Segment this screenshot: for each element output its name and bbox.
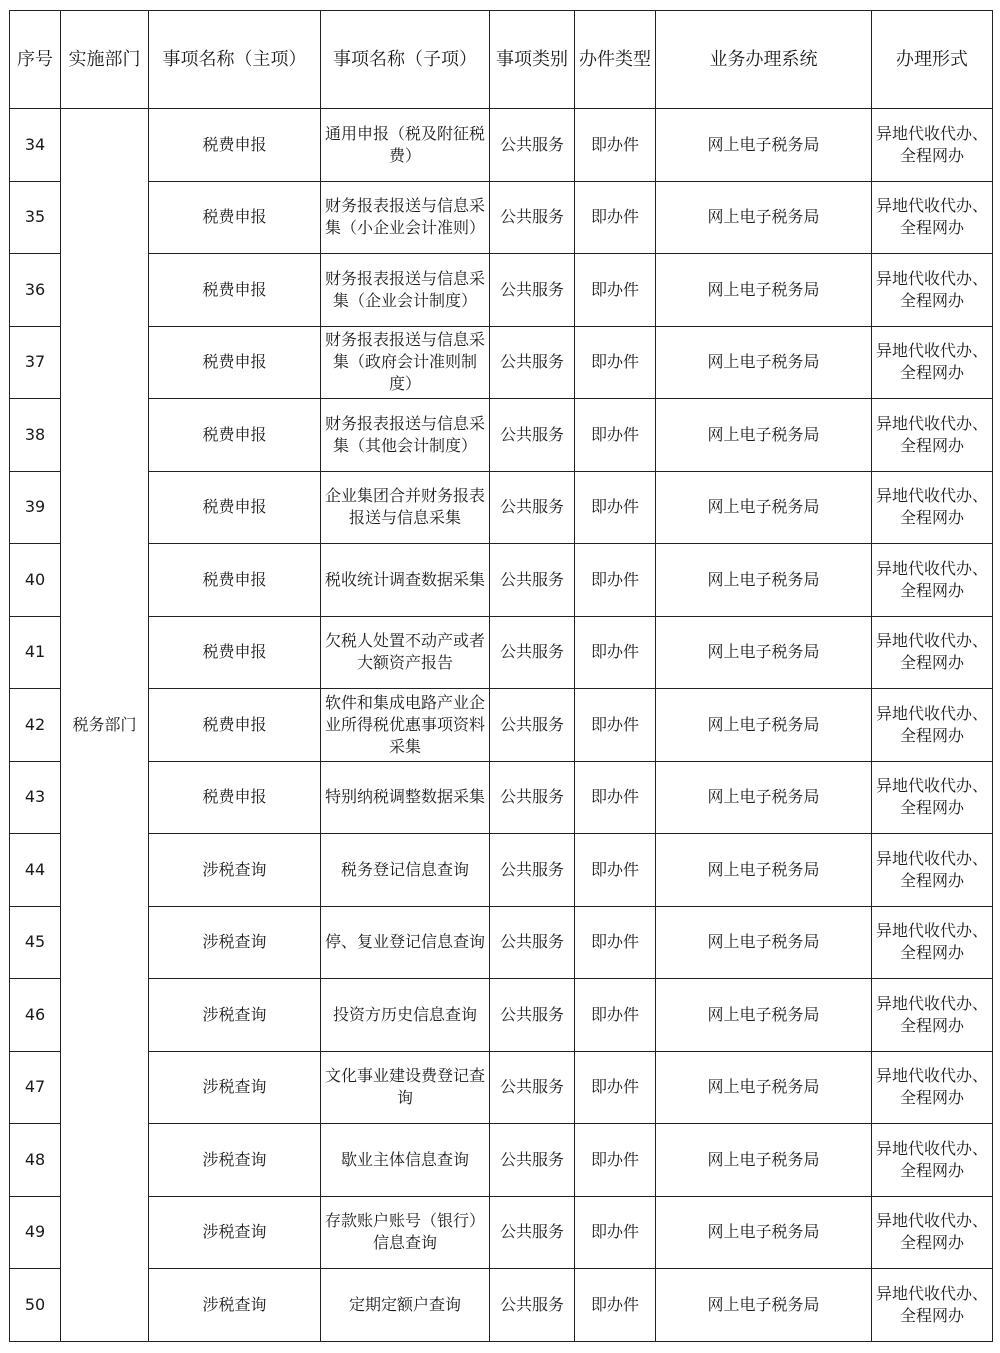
cell-main-item: 税费申报 bbox=[149, 616, 321, 689]
cell-category: 公共服务 bbox=[490, 254, 575, 327]
cell-sub-item: 歇业主体信息查询 bbox=[321, 1124, 490, 1197]
cell-system: 网上电子税务局 bbox=[656, 544, 872, 617]
cell-case-type: 即办件 bbox=[575, 109, 656, 182]
cell-main-item: 涉税查询 bbox=[149, 1051, 321, 1124]
table-row bbox=[10, 906, 993, 979]
cell-handling-form: 异地代收代办、全程网办 bbox=[872, 399, 993, 472]
cell-case-type: 即办件 bbox=[575, 1269, 656, 1342]
cell-main-item: 税费申报 bbox=[149, 544, 321, 617]
cell-sub-item: 企业集团合并财务报表报送与信息采集 bbox=[321, 471, 490, 544]
table-row bbox=[10, 761, 993, 834]
cell-serial: 43 bbox=[10, 761, 61, 834]
cell-main-item: 税费申报 bbox=[149, 399, 321, 472]
cell-system: 网上电子税务局 bbox=[656, 906, 872, 979]
table-row bbox=[10, 1124, 993, 1197]
cell-category: 公共服务 bbox=[490, 471, 575, 544]
cell-case-type: 即办件 bbox=[575, 834, 656, 907]
cell-system: 网上电子税务局 bbox=[656, 399, 872, 472]
cell-category: 公共服务 bbox=[490, 979, 575, 1052]
cell-system: 网上电子税务局 bbox=[656, 979, 872, 1052]
cell-main-item: 税费申报 bbox=[149, 761, 321, 834]
cell-main-item: 涉税查询 bbox=[149, 1196, 321, 1269]
cell-system: 网上电子税务局 bbox=[656, 326, 872, 399]
cell-main-item: 涉税查询 bbox=[149, 1124, 321, 1197]
cell-case-type: 即办件 bbox=[575, 616, 656, 689]
table-row bbox=[10, 181, 993, 254]
cell-case-type: 即办件 bbox=[575, 979, 656, 1052]
cell-category: 公共服务 bbox=[490, 109, 575, 182]
cell-department: 税务部门 bbox=[61, 109, 149, 1342]
cell-category: 公共服务 bbox=[490, 544, 575, 617]
cell-handling-form: 异地代收代办、全程网办 bbox=[872, 181, 993, 254]
cell-handling-form: 异地代收代办、全程网办 bbox=[872, 906, 993, 979]
cell-handling-form: 异地代收代办、全程网办 bbox=[872, 1124, 993, 1197]
cell-category: 公共服务 bbox=[490, 181, 575, 254]
cell-main-item: 税费申报 bbox=[149, 181, 321, 254]
header-department: 实施部门 bbox=[61, 11, 149, 109]
header-handling-form: 办理形式 bbox=[872, 11, 993, 109]
cell-handling-form: 异地代收代办、全程网办 bbox=[872, 616, 993, 689]
cell-case-type: 即办件 bbox=[575, 254, 656, 327]
cell-category: 公共服务 bbox=[490, 1124, 575, 1197]
cell-handling-form: 异地代收代办、全程网办 bbox=[872, 1269, 993, 1342]
cell-sub-item: 存款账户账号（银行）信息查询 bbox=[321, 1196, 490, 1269]
cell-sub-item: 特别纳税调整数据采集 bbox=[321, 761, 490, 834]
cell-system: 网上电子税务局 bbox=[656, 254, 872, 327]
cell-main-item: 涉税查询 bbox=[149, 979, 321, 1052]
cell-handling-form: 异地代收代办、全程网办 bbox=[872, 979, 993, 1052]
header-sub-item: 事项名称（子项） bbox=[321, 11, 490, 109]
cell-sub-item: 欠税人处置不动产或者大额资产报告 bbox=[321, 616, 490, 689]
cell-handling-form: 异地代收代办、全程网办 bbox=[872, 1196, 993, 1269]
cell-main-item: 涉税查询 bbox=[149, 1269, 321, 1342]
cell-category: 公共服务 bbox=[490, 1196, 575, 1269]
cell-serial: 42 bbox=[10, 689, 61, 762]
cell-main-item: 涉税查询 bbox=[149, 834, 321, 907]
cell-system: 网上电子税务局 bbox=[656, 1196, 872, 1269]
cell-category: 公共服务 bbox=[490, 761, 575, 834]
cell-category: 公共服务 bbox=[490, 834, 575, 907]
cell-sub-item: 财务报表报送与信息采集（其他会计制度） bbox=[321, 399, 490, 472]
cell-serial: 35 bbox=[10, 181, 61, 254]
cell-main-item: 税费申报 bbox=[149, 689, 321, 762]
cell-sub-item: 停、复业登记信息查询 bbox=[321, 906, 490, 979]
table-row bbox=[10, 471, 993, 544]
cell-category: 公共服务 bbox=[490, 1051, 575, 1124]
table-row bbox=[10, 979, 993, 1052]
cell-sub-item: 文化事业建设费登记查询 bbox=[321, 1051, 490, 1124]
table-body bbox=[10, 109, 993, 1342]
cell-sub-item: 通用申报（税及附征税费） bbox=[321, 109, 490, 182]
cell-main-item: 税费申报 bbox=[149, 326, 321, 399]
cell-serial: 36 bbox=[10, 254, 61, 327]
cell-main-item: 涉税查询 bbox=[149, 906, 321, 979]
cell-handling-form: 异地代收代办、全程网办 bbox=[872, 689, 993, 762]
table-row bbox=[10, 689, 993, 762]
table-header-row bbox=[10, 11, 993, 109]
cell-category: 公共服务 bbox=[490, 689, 575, 762]
cell-system: 网上电子税务局 bbox=[656, 616, 872, 689]
cell-serial: 44 bbox=[10, 834, 61, 907]
cell-serial: 39 bbox=[10, 471, 61, 544]
cell-category: 公共服务 bbox=[490, 616, 575, 689]
cell-case-type: 即办件 bbox=[575, 1124, 656, 1197]
table-row bbox=[10, 1196, 993, 1269]
cell-case-type: 即办件 bbox=[575, 471, 656, 544]
cell-handling-form: 异地代收代办、全程网办 bbox=[872, 471, 993, 544]
cell-system: 网上电子税务局 bbox=[656, 109, 872, 182]
cell-sub-item: 税务登记信息查询 bbox=[321, 834, 490, 907]
cell-serial: 40 bbox=[10, 544, 61, 617]
table-row bbox=[10, 616, 993, 689]
cell-serial: 50 bbox=[10, 1269, 61, 1342]
cell-category: 公共服务 bbox=[490, 399, 575, 472]
cell-system: 网上电子税务局 bbox=[656, 471, 872, 544]
cell-case-type: 即办件 bbox=[575, 544, 656, 617]
header-main-item: 事项名称（主项） bbox=[149, 11, 321, 109]
cell-handling-form: 异地代收代办、全程网办 bbox=[872, 834, 993, 907]
cell-case-type: 即办件 bbox=[575, 906, 656, 979]
cell-sub-item: 财务报表报送与信息采集（政府会计准则制度） bbox=[321, 326, 490, 399]
cell-serial: 46 bbox=[10, 979, 61, 1052]
cell-sub-item: 投资方历史信息查询 bbox=[321, 979, 490, 1052]
service-items-table bbox=[9, 10, 993, 1342]
cell-system: 网上电子税务局 bbox=[656, 181, 872, 254]
cell-case-type: 即办件 bbox=[575, 761, 656, 834]
table-row bbox=[10, 1269, 993, 1342]
table-row bbox=[10, 326, 993, 399]
cell-case-type: 即办件 bbox=[575, 1196, 656, 1269]
cell-sub-item: 财务报表报送与信息采集（企业会计制度） bbox=[321, 254, 490, 327]
header-case-type: 办件类型 bbox=[575, 11, 656, 109]
cell-system: 网上电子税务局 bbox=[656, 1124, 872, 1197]
table-row bbox=[10, 254, 993, 327]
table-row bbox=[10, 834, 993, 907]
table-row bbox=[10, 399, 993, 472]
cell-sub-item: 财务报表报送与信息采集（小企业会计准则） bbox=[321, 181, 490, 254]
cell-category: 公共服务 bbox=[490, 326, 575, 399]
table-row bbox=[10, 109, 993, 182]
cell-handling-form: 异地代收代办、全程网办 bbox=[872, 761, 993, 834]
cell-handling-form: 异地代收代办、全程网办 bbox=[872, 109, 993, 182]
cell-serial: 38 bbox=[10, 399, 61, 472]
cell-handling-form: 异地代收代办、全程网办 bbox=[872, 1051, 993, 1124]
cell-case-type: 即办件 bbox=[575, 399, 656, 472]
cell-main-item: 税费申报 bbox=[149, 471, 321, 544]
cell-system: 网上电子税务局 bbox=[656, 1051, 872, 1124]
cell-serial: 37 bbox=[10, 326, 61, 399]
cell-system: 网上电子税务局 bbox=[656, 761, 872, 834]
cell-case-type: 即办件 bbox=[575, 326, 656, 399]
header-system: 业务办理系统 bbox=[656, 11, 872, 109]
cell-case-type: 即办件 bbox=[575, 689, 656, 762]
cell-serial: 48 bbox=[10, 1124, 61, 1197]
cell-system: 网上电子税务局 bbox=[656, 689, 872, 762]
cell-handling-form: 异地代收代办、全程网办 bbox=[872, 254, 993, 327]
cell-case-type: 即办件 bbox=[575, 181, 656, 254]
cell-main-item: 税费申报 bbox=[149, 109, 321, 182]
cell-serial: 45 bbox=[10, 906, 61, 979]
cell-sub-item: 税收统计调查数据采集 bbox=[321, 544, 490, 617]
cell-handling-form: 异地代收代办、全程网办 bbox=[872, 544, 993, 617]
cell-category: 公共服务 bbox=[490, 1269, 575, 1342]
table-row bbox=[10, 1051, 993, 1124]
cell-sub-item: 定期定额户查询 bbox=[321, 1269, 490, 1342]
table-row bbox=[10, 544, 993, 617]
header-category: 事项类别 bbox=[490, 11, 575, 109]
cell-serial: 47 bbox=[10, 1051, 61, 1124]
cell-serial: 49 bbox=[10, 1196, 61, 1269]
header-serial: 序号 bbox=[10, 11, 61, 109]
service-table-container bbox=[9, 10, 992, 1342]
cell-main-item: 税费申报 bbox=[149, 254, 321, 327]
cell-case-type: 即办件 bbox=[575, 1051, 656, 1124]
cell-sub-item: 软件和集成电路产业企业所得税优惠事项资料采集 bbox=[321, 689, 490, 762]
cell-system: 网上电子税务局 bbox=[656, 834, 872, 907]
cell-category: 公共服务 bbox=[490, 906, 575, 979]
cell-serial: 41 bbox=[10, 616, 61, 689]
cell-serial: 34 bbox=[10, 109, 61, 182]
cell-handling-form: 异地代收代办、全程网办 bbox=[872, 326, 993, 399]
cell-system: 网上电子税务局 bbox=[656, 1269, 872, 1342]
